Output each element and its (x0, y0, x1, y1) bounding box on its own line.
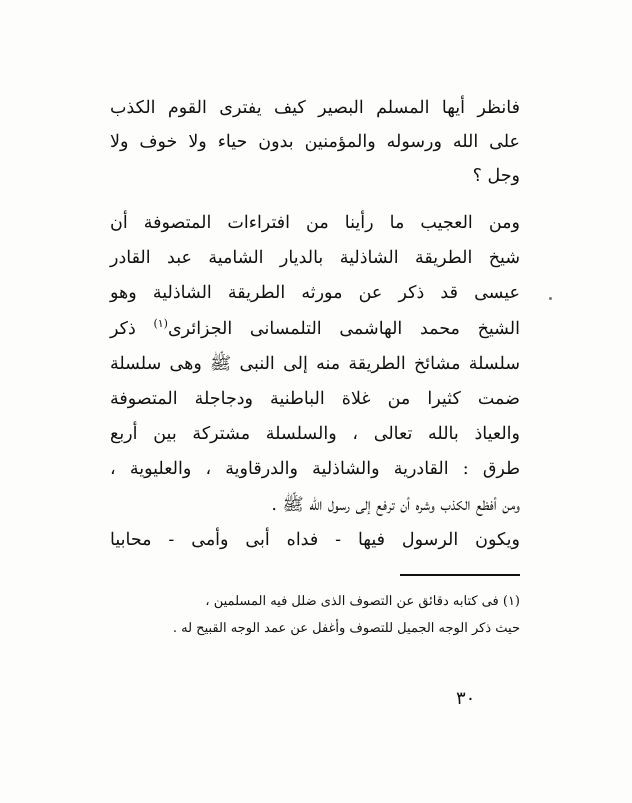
paragraph-2-line-8: طرق : القادرية والشاذلية والدرقاوية ، والعليوية ، (110, 459, 520, 480)
footnote-marker: (١) (153, 316, 168, 330)
paragraph-2-line-10: ويكون الرسول فيها - فداه أبى وأمى - محابيا (110, 529, 520, 550)
paragraph-2-line-4-end: ذكر (110, 318, 136, 339)
paragraph-2-line-7: والعياذ بالله تعالى ، والسلسلة مشتركة بين أربع (110, 424, 520, 445)
paragraph-2-line-6: ضمت كثيرا من غلاة الباطنية ودجاجلة المتصوفة (110, 388, 520, 409)
footnote-line-1: (١) فى كتابه دقائق عن التصوف الذى ضلل فيه المسلمين ، (205, 594, 520, 609)
paragraph-1-line-1: فانظر أيها المسلم البصير كيف يفترى القوم الكذب (110, 98, 520, 118)
scan-speck (549, 297, 552, 300)
page-number: ٣٠ (456, 688, 476, 709)
paragraph-2-line-9: ومن أفظع الكذب وشره أن ترفع إلى رسول الله ﷺ . (271, 494, 520, 515)
paragraph-2-line-4 (110, 316, 520, 351)
paragraph-2 (110, 210, 520, 562)
paragraph-1 (110, 95, 520, 197)
paragraph-1-line-2: على الله ورسوله والمؤمنين بدون حياء ولا خوف ولا (110, 132, 520, 152)
footnotes (110, 593, 520, 647)
paragraph-2-line-3: عيسى قد ذكر عن مورثه الطريقة الشاذلية وهو (110, 283, 520, 304)
paragraph-1-line-3: وجل ؟ (472, 166, 520, 186)
paragraph-2-line-4-text: الشيخ محمد الهاشمى التلمسانى الجزائرى (167, 318, 520, 339)
footnote-line-2: حيث ذكر الوجه الجميل للتصوف وأغفل عن عمد الوجه القبيح له . (172, 621, 520, 636)
paragraph-2-line-1: ومن العجيب ما رأينا من افتراءات المتصوفة أن (110, 213, 520, 233)
footnote-divider (400, 574, 520, 576)
paragraph-2-line-5: سلسلة مشائخ الطريقة منه إلى النبى ﷺ وهى سلسلة (110, 353, 520, 374)
paragraph-2-line-2: شيخ الطريقة الشاذلية بالديار الشامية عبد القادر (110, 248, 520, 269)
